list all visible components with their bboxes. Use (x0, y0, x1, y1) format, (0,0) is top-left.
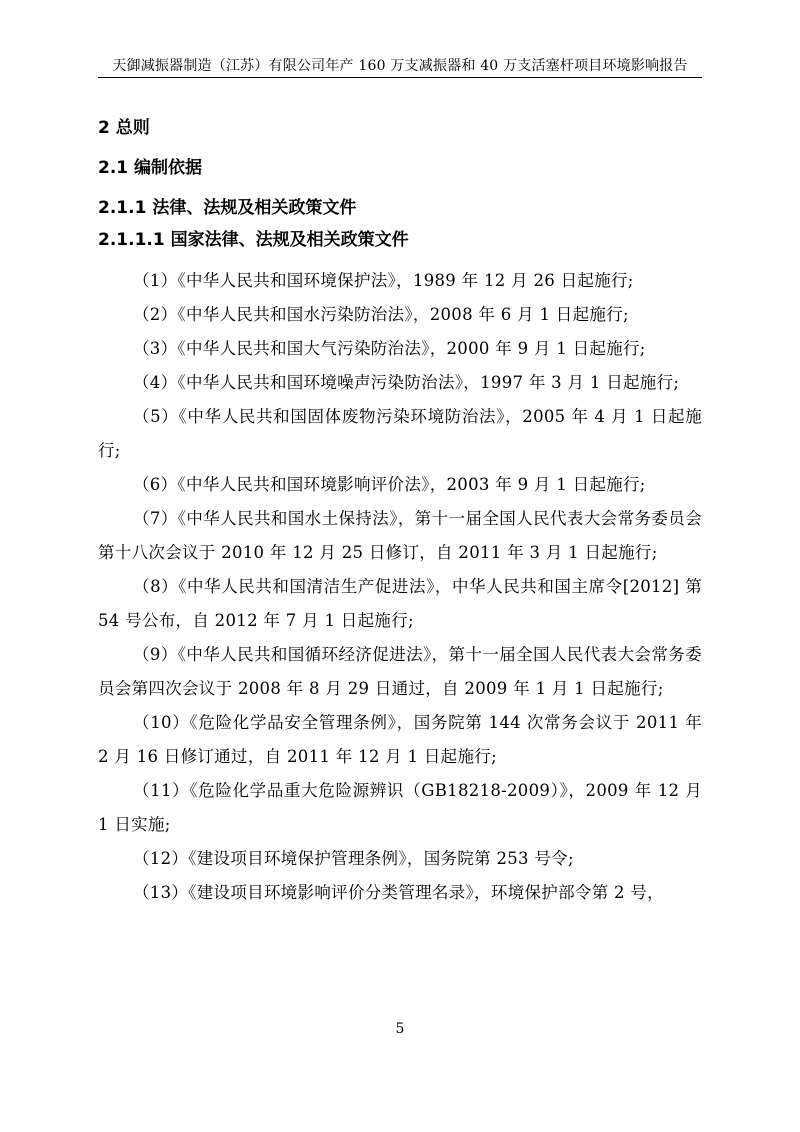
list-item: （10）《危险化学品安全管理条例》，国务院第 144 次常务会议于 2011 年 2 月 16 日修订通过，自 2011 年 12 月 1 日起施行; (98, 713, 702, 766)
page-number: 5 (395, 1021, 405, 1037)
list-item: （8）《中华人民共和国清洁生产促进法》，中华人民共和国主席令[2012] 第 54 号公布，自 2012 年 7 月 1 日起施行; (98, 577, 702, 630)
list-item: （12）《建设项目环境保护管理条例》，国务院第 253 号令; (133, 849, 574, 868)
list-item: （6）《中华人民共和国环境影响评价法》，2003 年 9 月 1 日起施行; (133, 475, 646, 494)
section-heading: 2.1 编制依据 (98, 158, 203, 178)
list-item: （3）《中华人民共和国大气污染防治法》，2000 年 9 月 1 日起施行; (133, 339, 646, 358)
list-item: （4）《中华人民共和国环境噪声污染防治法》，1997 年 3 月 1 日起施行; (133, 373, 680, 392)
list-item: （1）《中华人民共和国环境保护法》，1989 年 12 月 26 日起施行; (133, 271, 634, 290)
list-item: （9）《中华人民共和国循环经济促进法》，第十一届全国人民代表大会常务委员会第四次会议于 2008 年 8 月 29 日通过，自 2009 年 1 月 1 日起施行; (98, 645, 702, 698)
list-item: （7）《中华人民共和国水土保持法》，第十一届全国人民代表大会常务委员会第十八次会议于 2010 年 12 月 25 日修订，自 2011 年 3 月 1 日起施行; (98, 509, 702, 562)
list-item: （5）《中华人民共和国固体废物污染环境防治法》，2005 年 4 月 1 日起施行; (98, 407, 702, 460)
page-content (98, 108, 702, 910)
list-item: （13）《建设项目环境影响评价分类管理名录》，环境保护部令第 2 号， (133, 883, 664, 902)
header-divider (98, 77, 702, 78)
subsubsection-heading: 2.1.1.1 国家法律、法规及相关政策文件 (98, 230, 409, 250)
running-header: 天御减振器制造（江苏）有限公司年产 160 万支减振器和 40 万支活塞杆项目环境影响报告 (112, 58, 688, 74)
list-item: （11）《危险化学品重大危险源辨识（GB18218-2009）》，2009 年 12 月 1 日实施; (98, 781, 702, 834)
subsection-heading: 2.1.1 法律、法规及相关政策文件 (98, 198, 357, 218)
chapter-heading: 2 总则 (98, 118, 150, 138)
list-item: （2）《中华人民共和国水污染防治法》，2008 年 6 月 1 日起施行; (133, 305, 629, 324)
